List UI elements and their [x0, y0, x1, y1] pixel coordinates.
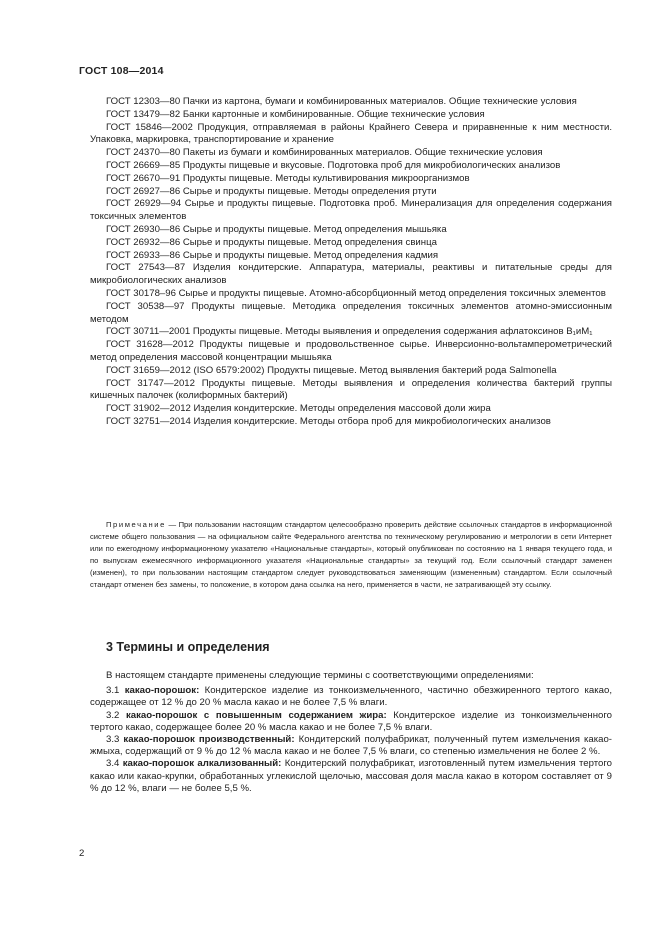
reference-item: ГОСТ 31747—2012 Продукты пищевые. Методы выявления и определения количества бактерий группы кишечных палочек (колиформных бактерий): [90, 377, 612, 402]
note-text: — При пользовании настоящим стандартом целесообразно проверить действие ссылочных стандартов в информационной системе общего пользования — на официальном сайте Федерального агентства по техническому регулированию и метрологии в сети Интернет или по ежегодному информационному указателю «Национальные стандарты», который опубликован по состоянию на 1 января текущего года, и по выпускам ежемесячного информационного указателя «Национальные стандарты» за текущий год. Если ссылочный стандарт заменен (изменен), то при пользовании настоящим стандартом следует руководствоваться заменяющим (измененным) стандартом. Если ссылочный стандарт отменен без замены, то положение, в котором дана ссылка на него, применяется в части, не затрагивающей эту ссылку.: [90, 520, 612, 590]
reference-item: ГОСТ 26932—86 Сырье и продукты пищевые. Метод определения свинца: [106, 236, 437, 248]
reference-item: ГОСТ 26669—85 Продукты пищевые и вкусовые. Подготовка проб для микробиологических анализов: [106, 159, 561, 171]
term-definition: Кондитерское изделие из тонкоизмельченного, частично обезжиренного тертого какао, содержащее от 12 % до 20 % масла какао и не более 7,5 % влаги.: [90, 685, 612, 709]
page-number: 2: [79, 848, 85, 859]
term-number: 3.1: [106, 685, 125, 697]
reference-item: ГОСТ 27543—87 Изделия кондитерские. Аппаратура, материалы, реактивы и питательные среды для микробиологических анализов: [90, 262, 612, 287]
terms-and-definitions: [90, 670, 612, 795]
term-number: 3.4: [106, 758, 123, 770]
term-definition: Кондитерский полуфабрикат, полученный путем измельчения какао-жмыха, содержащий от 9 % до 12 % масла какао и не более 7,5 % влаги, со степенью измельчения не более 2 %.: [90, 734, 612, 758]
term-name: какао-порошок с повышенным содержанием жира:: [125, 709, 387, 721]
reference-item: ГОСТ 26927—86 Сырье и продукты пищевые. Методы определения ртути: [106, 185, 437, 197]
term-name: какао-порошок производственный:: [123, 734, 295, 746]
term-definition: Кондитерский полуфабрикат, изготовленный путем измельчения тертого какао или какао-крупки, обработанных углекислой щелочью, массовая доля масла какао в котором составляет от 9 % до 12 %, влаги — не более 5,5 %.: [90, 758, 612, 794]
reference-item: ГОСТ 26930—86 Сырье и продукты пищевые. Метод определения мышьяка: [106, 223, 447, 235]
term-entry: [90, 685, 612, 709]
term-definition: Кондитерское изделие из тонкоизмельченного тертого какао, содержащее более 20 % масла какао и не более 7,5 % влаги.: [90, 709, 612, 733]
section-heading: 3 Термины и определения: [106, 640, 270, 654]
note-paragraph: [90, 519, 612, 592]
reference-item: ГОСТ 30178–96 Сырье и продукты пищевые. Атомно-абсорбционный метод определения токсичных элементов: [106, 287, 606, 299]
reference-item: ГОСТ 31659—2012 (ISO 6579:2002) Продукты пищевые. Метод выявления бактерий рода Salmonella: [106, 364, 557, 376]
reference-item: ГОСТ 26670—91 Продукты пищевые. Методы культивирования микроорганизмов: [106, 172, 470, 184]
term-name: какао-порошок:: [124, 685, 200, 697]
reference-item: ГОСТ 30538—97 Продукты пищевые. Методика определения токсичных элементов атомно-эмиссионным методом: [90, 300, 612, 325]
reference-item: ГОСТ 32751—2014 Изделия кондитерские. Методы отбора проб для микробиологических анализов: [106, 415, 551, 427]
reference-item: ГОСТ 26929—94 Сырье и продукты пищевые. Подготовка проб. Минерализация для определения содержания токсичных элементов: [90, 198, 612, 223]
terms-intro: В настоящем стандарте применены следующие термины с соответствующими определениями:: [106, 670, 534, 681]
reference-item: ГОСТ 12303—80 Пачки из картона, бумаги и комбинированных материалов. Общие технические условия: [106, 96, 577, 107]
reference-item: ГОСТ 30711—2001 Продукты пищевые. Методы выявления и определения содержания афлатоксинов B₁иM₁: [106, 326, 593, 338]
reference-item: ГОСТ 26933—86 Сырье и продукты пищевые. Метод определения кадмия: [106, 249, 439, 261]
reference-item: ГОСТ 15846—2002 Продукция, отправляемая в районы Крайнего Севера и приравненные к ним местности. Упаковка, маркировка, транспортирование и хранение: [90, 121, 612, 146]
reference-item: ГОСТ 13479—82 Банки картонные и комбинированные. Общие технические условия: [106, 108, 485, 120]
reference-item: ГОСТ 31628—2012 Продукты пищевые и продовольственное сырье. Инверсионно-вольтамперометрический метод определения массовой концентрации мышьяка: [90, 339, 612, 363]
document-header: ГОСТ 108—2014: [79, 65, 164, 77]
term-number: 3.3: [106, 734, 124, 746]
term-name: какао-порошок алкализованный:: [122, 758, 282, 770]
term-entry: [90, 710, 612, 734]
normative-references-list: [90, 96, 612, 429]
term-entry: [90, 758, 612, 795]
note-label: Примечание: [106, 520, 166, 529]
reference-item: ГОСТ 31902—2012 Изделия кондитерские. Методы определения массовой доли жира: [106, 403, 491, 415]
term-entry: [90, 734, 612, 758]
reference-item: ГОСТ 24370—80 Пакеты из бумаги и комбинированных материалов. Общие технические условия: [106, 147, 543, 159]
term-number: 3.2: [106, 709, 126, 721]
